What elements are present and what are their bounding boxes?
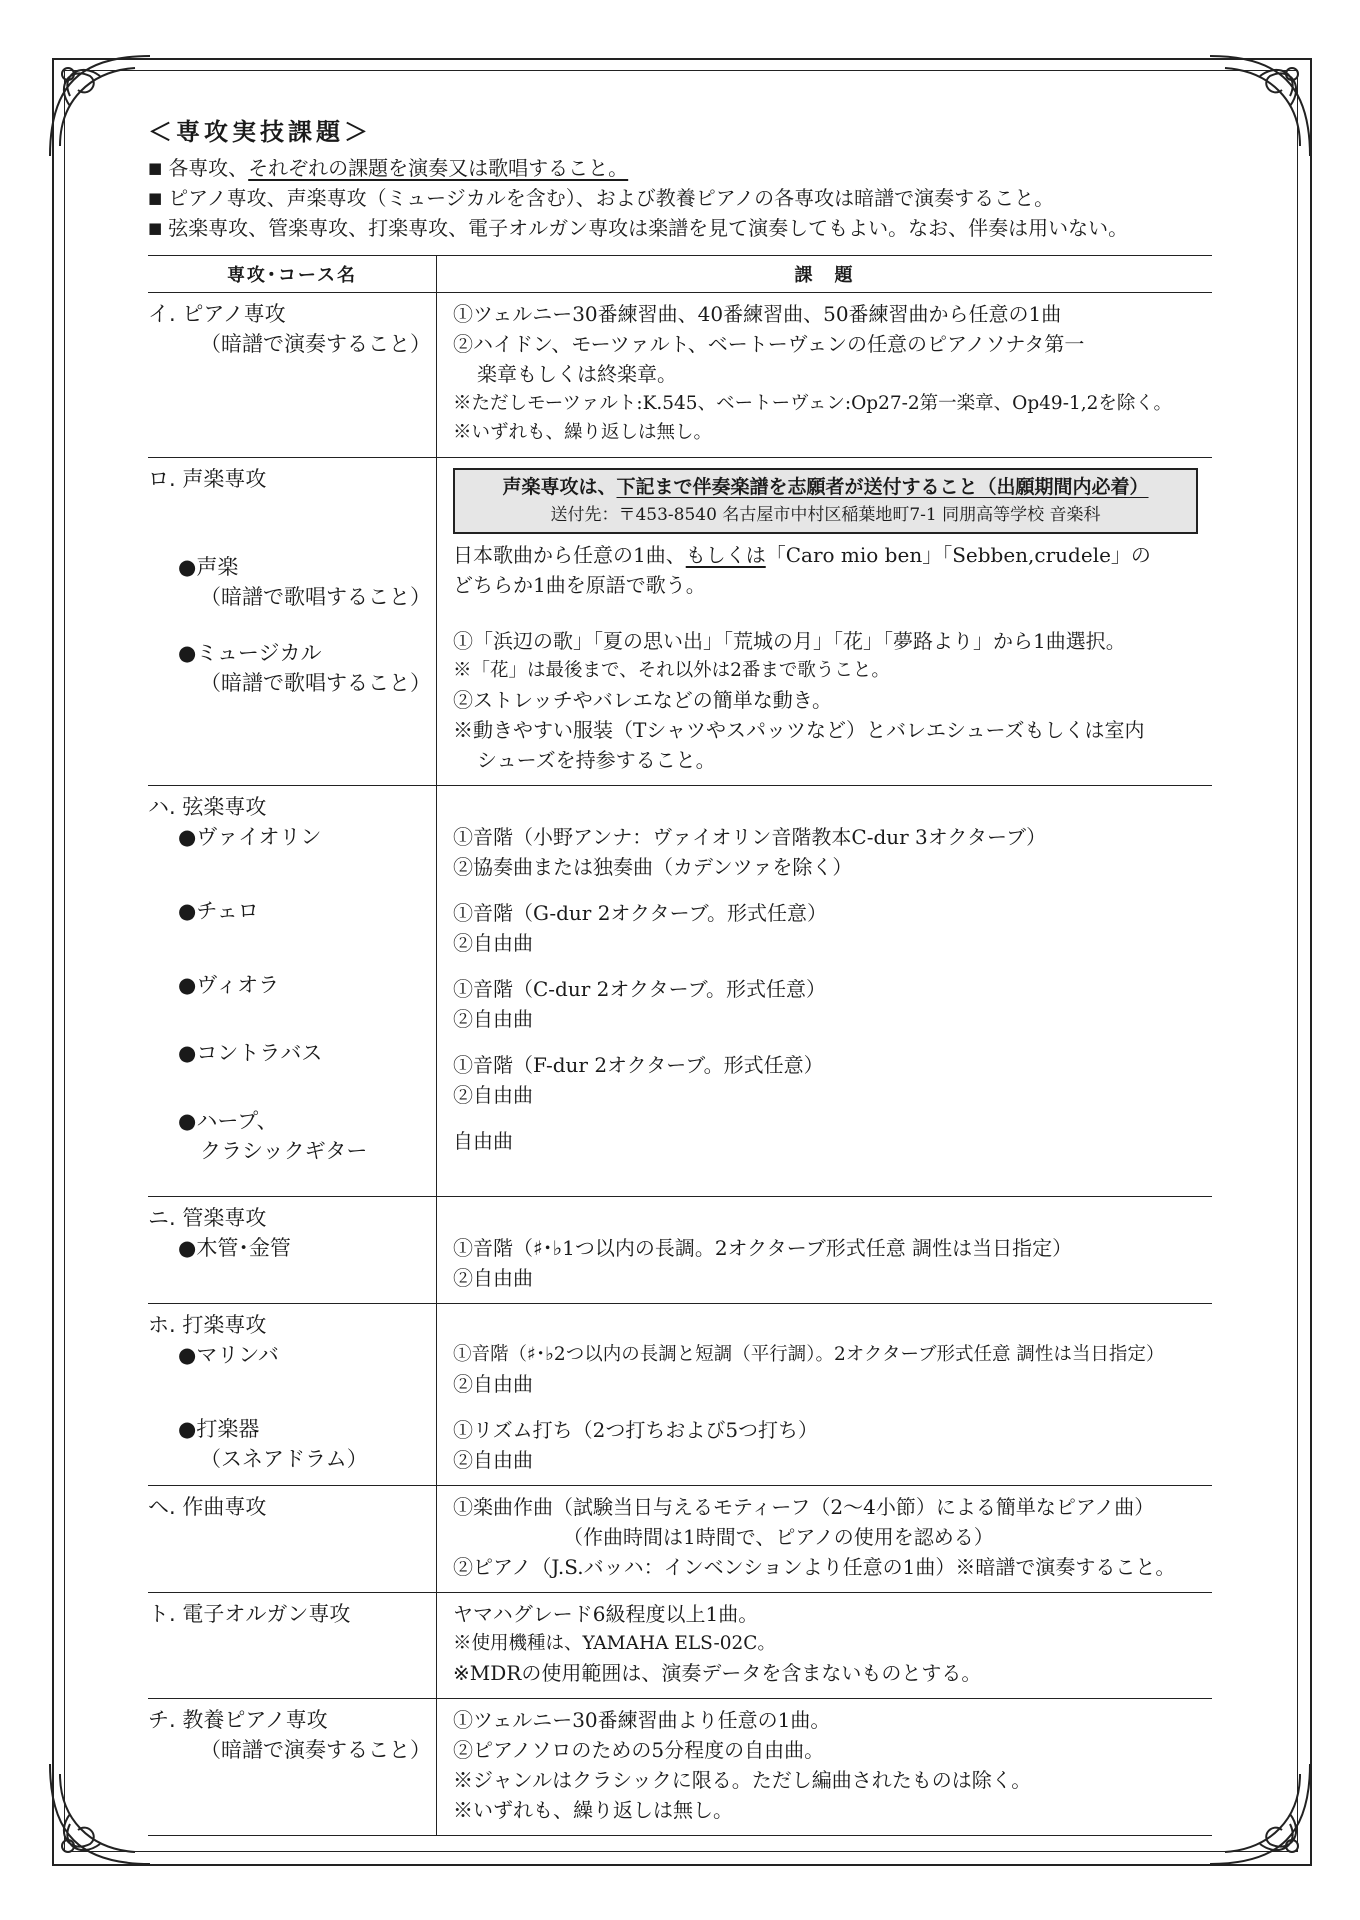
exam-table: [148, 255, 1212, 1836]
table-row-vocal: ロ. 声楽専攻 ●声楽 （暗譜で歌唱すること） ●ミュージカル （暗譜で歌唱すること） 声楽専攻は、下記まで伴奏楽譜を志願者が送付すること（出願期間内必着） 送付先：〒453-8540 名古屋市中村区稲葉地町7-1 同朋高等学校 音楽科 日本歌曲から任意の1曲、もしくは「Caro mio ben」「Sebben,crudele」の どちらか1曲を原語で歌う。 ①「浜辺の歌」「夏の思い出」「荒城の月」「花」「夢路より」から1曲選択。 ※「花」は最後まで、それ以外は2番まで歌うこと。 ②ストレッチやバレエなどの簡単な動き。 ※動きやすい服装（Tシャツやスパッツなど）とバレエシューズもしくは室内 シューズを持参すること。: [148, 458, 1212, 786]
corner-ornament-top-left: [40, 46, 160, 166]
note-2: ■ ピアノ専攻、声楽専攻（ミュージカルを含む）、および教養ピアノの各専攻は暗譜で演奏すること。: [148, 186, 1055, 210]
table-row-percussion: ホ. 打楽専攻 ●マリンバ ●打楽器 （スネアドラム） ①音階（♯･♭2つ以内の長調と短調（平行調）。2オクターブ形式任意 調性は当日指定） ②自由曲 ①リズム打ち（2つ打ちおよび5つ打ち） ②自由曲: [148, 1304, 1212, 1486]
notice-box: 声楽専攻は、下記まで伴奏楽譜を志願者が送付すること（出願期間内必着） 送付先：〒453-8540 名古屋市中村区稲葉地町7-1 同朋高等学校 音楽科: [453, 468, 1198, 534]
table-row-general-piano: チ. 教養ピアノ専攻 （暗譜で演奏すること） ①ツェルニー30番練習曲より任意の1曲。 ②ピアノソロのための5分程度の自由曲。 ※ジャンルはクラシックに限る。ただし編曲されたものは除く。 ※いずれも、繰り返しは無し。: [148, 1699, 1212, 1836]
note-3: ■ 弦楽専攻、管楽専攻、打楽専攻、電子オルガン専攻は楽譜を見て演奏してもよい。なお、伴奏は用いない。: [148, 216, 1129, 240]
corner-ornament-top-right: [1200, 46, 1320, 166]
note-1: ■ 各専攻、それぞれの課題を演奏又は歌唱すること。: [148, 156, 629, 180]
col-header-task: 課 題: [437, 256, 1213, 293]
col-header-course: 専攻･コース名: [148, 256, 437, 293]
table-row-composition: ヘ. 作曲専攻 ①楽曲作曲（試験当日与えるモティーフ（2～4小節）による簡単なピアノ曲） （作曲時間は1時間で、ピアノの使用を認める） ②ピアノ（J.S.バッハ：インベンションより任意の1曲）※暗譜で演奏すること。: [148, 1486, 1212, 1593]
main-content: [148, 112, 1212, 1836]
table-row-winds: ニ. 管楽専攻 ●木管･金管 ①音階（♯･♭1つ以内の長調。2オクターブ形式任意 調性は当日指定） ②自由曲: [148, 1197, 1212, 1304]
table-row-organ: ト. 電子オルガン専攻 ヤマハグレード6級程度以上1曲。 ※使用機種は、YAMAHA ELS-02C。 ※MDRの使用範囲は、演奏データを含まないものとする。: [148, 1593, 1212, 1699]
page-title: ＜専攻実技課題＞: [148, 118, 372, 146]
table-row-piano: イ. ピアノ専攻 （暗譜で演奏すること） ①ツェルニー30番練習曲、40番練習曲、50番練習曲から任意の1曲 ②ハイドン、モーツァルト、ベートーヴェンの任意のピアノソナタ第一 楽章もしくは終楽章。 ※ただしモーツァルト:K.545、ベートーヴェン:Op27-2第一楽章、Op49-1,2を除く。 ※いずれも、繰り返しは無し。: [148, 293, 1212, 458]
corner-ornament-bottom-right: [1200, 1754, 1320, 1874]
table-row-strings: ハ. 弦楽専攻 ●ヴァイオリン ●チェロ ●ヴィオラ ●コントラバス ●ハープ、 クラシックギター ①音階（小野アンナ：ヴァイオリン音階教本C-dur 3オクターブ） ②協奏曲または独奏曲（カデンツァを除く） ①音階（G-dur 2オクターブ。形式任意） ②自由曲 ①音階（C-dur 2オクターブ。形式任意） ②自由曲 ①音階（F-dur 2オクターブ。形式任意） ②自由曲 自由曲: [148, 786, 1212, 1197]
corner-ornament-bottom-left: [40, 1754, 160, 1874]
